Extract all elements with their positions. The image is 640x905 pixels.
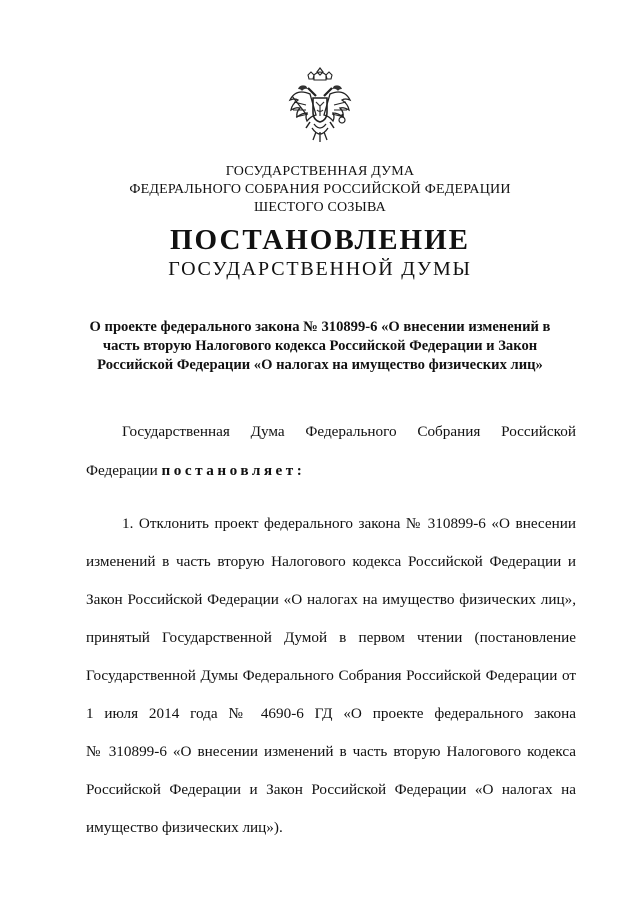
subject-line-2: часть вторую Налогового кодекса Российской Федерации и Закон bbox=[102, 338, 538, 354]
document-issuer-title: ГОСУДАРСТВЕННОЙ ДУМЫ bbox=[168, 258, 472, 280]
paragraph-1-line-7: № 310899-6 «О внесении изменений в часть вторую Налогового кодекса bbox=[86, 743, 576, 760]
coat-of-arms-emblem bbox=[286, 66, 354, 148]
document-subject bbox=[60, 318, 580, 375]
document-type-title: ПОСТАНОВЛЕНИЕ bbox=[169, 224, 470, 256]
paragraph-1-line-3: Закон Российской Федерации «О налогах на имущество физических лиц», bbox=[86, 591, 576, 608]
paragraph-1-line-1: 1. Отклонить проект федерального закона № 310899-6 «О внесении bbox=[122, 515, 576, 532]
preamble bbox=[86, 423, 576, 480]
preamble-line-1: Государственная Дума Федерального Собрания Российской bbox=[122, 423, 576, 440]
header-line-2: ФЕДЕРАЛЬНОГО СОБРАНИЯ РОССИЙСКОЙ ФЕДЕРАЦИИ bbox=[129, 182, 511, 197]
preamble-line-2-start: Федерации bbox=[86, 462, 162, 479]
paragraph-1-line-2: изменений в часть вторую Налогового кодекса Российской Федерации и bbox=[86, 553, 576, 570]
paragraph-1-line-6: 1 июля 2014 года № 4690-6 ГД «О проекте федерального закона bbox=[86, 705, 576, 722]
double-headed-eagle-icon bbox=[286, 66, 354, 148]
decision-verb: постановляет: bbox=[161, 462, 306, 479]
paragraph-1-line-5: Государственной Думы Федерального Собрания Российской Федерации от bbox=[86, 667, 576, 684]
paragraph-1 bbox=[86, 515, 576, 837]
paragraph-1-line-8: Российской Федерации и Закон Российской Федерации «О налогах на bbox=[86, 781, 576, 798]
header-line-1: ГОСУДАРСТВЕННАЯ ДУМА bbox=[225, 164, 415, 179]
paragraph-1-line-4: принятый Государственной Думой в первом чтении (постановление bbox=[86, 629, 576, 646]
issuer-header bbox=[0, 163, 640, 217]
subject-line-3: Российской Федерации «О налогах на имущество физических лиц» bbox=[97, 357, 543, 373]
subject-line-1: О проекте федерального закона № 310899-6 «О внесении изменений в bbox=[89, 319, 551, 335]
preamble-line-2 bbox=[86, 462, 576, 480]
header-line-3: ШЕСТОГО СОЗЫВА bbox=[254, 200, 386, 215]
paragraph-1-line-9: имущество физических лиц»). bbox=[86, 819, 283, 836]
